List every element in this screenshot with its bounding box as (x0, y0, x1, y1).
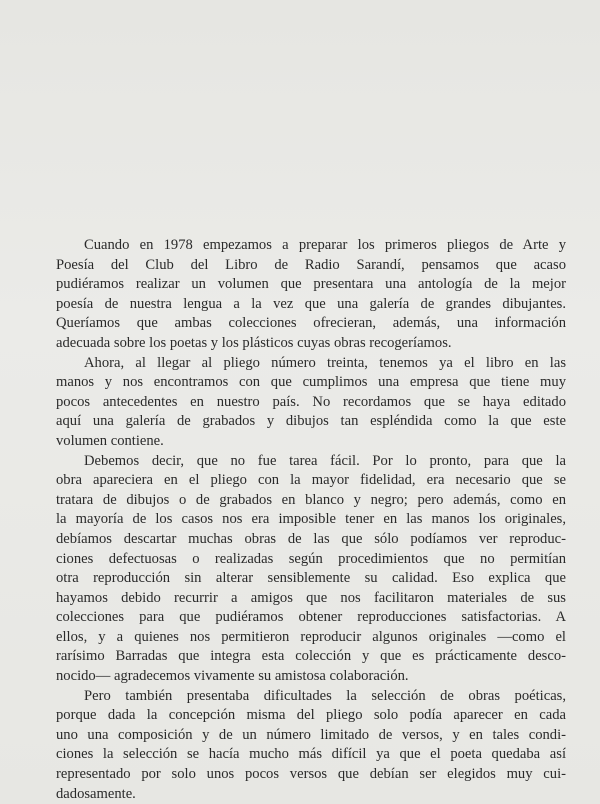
text-line: representado por solo unos pocos versos que debían ser elegidos muy cui- (56, 766, 566, 783)
paragraph-3 (56, 452, 566, 687)
text-line: porque dada la concepción misma del pliego solo podía aparecer en cada (56, 707, 566, 724)
text-line: ciones defectuosas o realizadas según procedimientos que no permitían (56, 550, 566, 567)
text-line: ellos, y a quienes nos permitieron reproducir algunos originales —como el (56, 628, 566, 645)
text-line: obra apareciera en el pliego con la mayor fidelidad, era necesario que se (56, 472, 566, 489)
text-line: adecuada sobre los poetas y los plásticos cuyas obras recogeríamos. (56, 334, 452, 351)
text-line: Queríamos que ambas colecciones ofrecieran, además, una información (56, 315, 566, 332)
text-line: manos y nos encontramos con que cumplimos una empresa que tiene muy (56, 374, 566, 391)
text-line: Debemos decir, que no fue tarea fácil. Por lo pronto, para que la (84, 452, 566, 469)
text-line: uno una composición y de un número limitado de versos, y en tales condi- (56, 726, 566, 743)
text-line: otra reproducción sin alterar sensiblemente su calidad. Eso explica que (56, 570, 566, 587)
text-line: colecciones para que pudiéramos obtener reproducciones satisfactorias. A (56, 609, 566, 626)
text-line: volumen contiene. (56, 432, 164, 449)
text-line: Pero también presentaba dificultades la selección de obras poéticas, (84, 687, 566, 704)
text-line: la mayoría de los casos nos era imposible tener en las manos los originales, (56, 511, 566, 528)
text-line: dadosamente. (56, 785, 136, 802)
text-line: nocido— agradecemos vivamente su amistosa colaboración. (56, 668, 409, 685)
text-line: poesía de nuestra lengua a la vez que una galería de grandes dibujantes. (56, 295, 566, 312)
paragraph-1 (56, 236, 566, 354)
text-line: hayamos debido recurrir a amigos que nos facilitaron materiales de sus (56, 589, 566, 606)
text-line: Ahora, al llegar al pliego número treinta, tenemos ya el libro en las (84, 354, 566, 371)
text-line: rarísimo Barradas que integra esta colección y que es prácticamente desco- (56, 648, 566, 665)
text-line: Poesía del Club del Libro de Radio Sarandí, pensamos que acaso (56, 256, 566, 273)
paragraph-4 (56, 687, 566, 804)
body-text (56, 236, 566, 804)
text-line: pudiéramos realizar un volumen que presentara una antología de la mejor (56, 276, 566, 293)
text-line: pocos antecedentes en nuestro país. No recordamos que se haya editado (56, 393, 566, 410)
text-line: aquí una galería de grabados y dibujos tan espléndida como la que este (56, 413, 566, 430)
text-line: debíamos descartar muchas obras de las que sólo podíamos ver reproduc- (56, 530, 566, 547)
paragraph-2 (56, 354, 566, 452)
text-line: tratara de dibujos o de grabados en blanco y negro; pero además, como en (56, 491, 566, 508)
text-line: Cuando en 1978 empezamos a preparar los primeros pliegos de Arte y (84, 237, 566, 253)
text-line: ciones la selección se hacía mucho más difícil ya que el poeta quedaba así (56, 746, 566, 763)
